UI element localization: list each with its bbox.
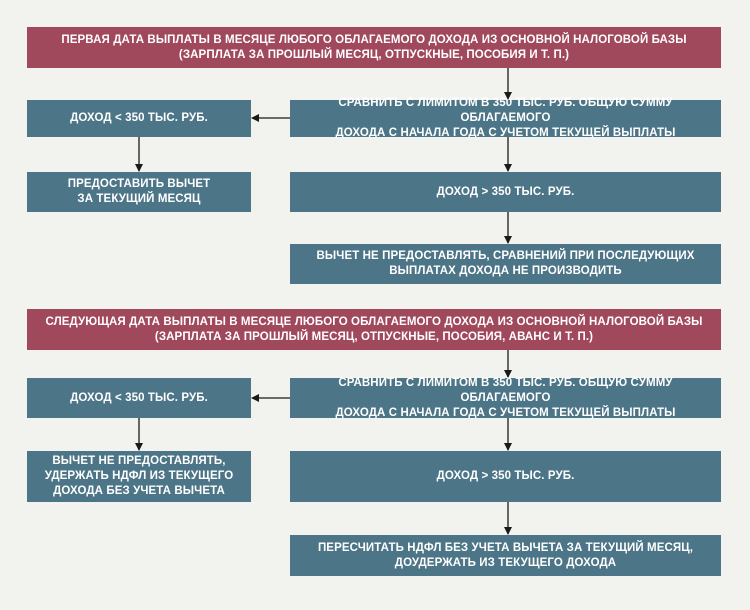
section2-less-box: ДОХОД < 350 ТЫС. РУБ. [27, 378, 251, 418]
section1-compare-box: СРАВНИТЬ С ЛИМИТОМ В 350 ТЫС. РУБ. ОБЩУЮ СУММУ ОБЛАГАЕМОГО ДОХОДА С НАЧАЛА ГОДА С УЧЕТОМ ТЕКУЩЕЙ ВЫПЛАТЫ [290, 100, 721, 137]
section2-compare-box: СРАВНИТЬ С ЛИМИТОМ В 350 ТЫС. РУБ. ОБЩУЮ СУММУ ОБЛАГАЕМОГО ДОХОДА С НАЧАЛА ГОДА С УЧЕТОМ ТЕКУЩЕЙ ВЫПЛАТЫ [290, 378, 721, 418]
section2-less-result-box: ВЫЧЕТ НЕ ПРЕДОСТАВЛЯТЬ, УДЕРЖАТЬ НДФЛ ИЗ ТЕКУЩЕГО ДОХОДА БЕЗ УЧЕТА ВЫЧЕТА [27, 451, 251, 502]
section2-header: СЛЕДУЮЩАЯ ДАТА ВЫПЛАТЫ В МЕСЯЦЕ ЛЮБОГО ОБЛАГАЕМОГО ДОХОДА ИЗ ОСНОВНОЙ НАЛОГОВОЙ БАЗЫ (ЗАРПЛАТА ЗА ПРОШЛЫЙ МЕСЯЦ, ОТПУСКНЫЕ, ПОСОБИЯ, АВАНС И Т. П.) [27, 309, 721, 350]
section1-less-result-box: ПРЕДОСТАВИТЬ ВЫЧЕТ ЗА ТЕКУЩИЙ МЕСЯЦ [27, 172, 251, 212]
section2-more-result-box: ПЕРЕСЧИТАТЬ НДФЛ БЕЗ УЧЕТА ВЫЧЕТА ЗА ТЕКУЩИЙ МЕСЯЦ, ДОУДЕРЖАТЬ ИЗ ТЕКУЩЕГО ДОХОДА [290, 535, 721, 576]
section2-more-box: ДОХОД > 350 ТЫС. РУБ. [290, 451, 721, 502]
section1-more-result-box: ВЫЧЕТ НЕ ПРЕДОСТАВЛЯТЬ, СРАВНЕНИЙ ПРИ ПОСЛЕДУЮЩИХ ВЫПЛАТАХ ДОХОДА НЕ ПРОИЗВОДИТЬ [290, 244, 721, 284]
section1-more-box: ДОХОД > 350 ТЫС. РУБ. [290, 172, 721, 212]
section1-less-box: ДОХОД < 350 ТЫС. РУБ. [27, 100, 251, 137]
section1-header: ПЕРВАЯ ДАТА ВЫПЛАТЫ В МЕСЯЦЕ ЛЮБОГО ОБЛАГАЕМОГО ДОХОДА ИЗ ОСНОВНОЙ НАЛОГОВОЙ БАЗЫ (ЗАРПЛАТА ЗА ПРОШЛЫЙ МЕСЯЦ, ОТПУСКНЫЕ, ПОСОБИЯ И Т. П.) [27, 27, 721, 68]
